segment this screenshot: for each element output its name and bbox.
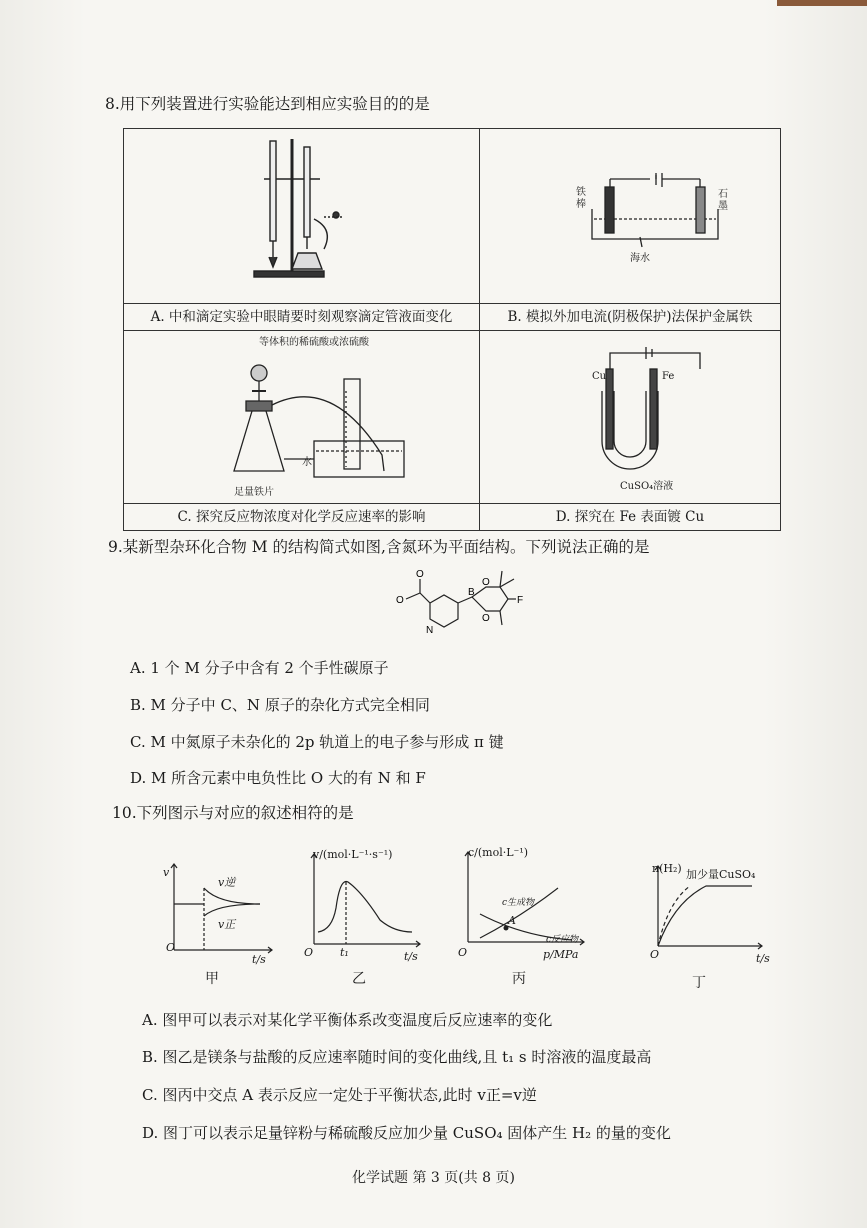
electroplating-apparatus-illustration <box>480 331 780 499</box>
q10-option-b: B. 图乙是镁条与盐酸的反应速率随时间的变化曲线,且 t₁ s 时溶液的温度最高 <box>142 1048 652 1066</box>
chart-yi-y-label: v/(mol·L⁻¹·s⁻¹) <box>313 848 393 861</box>
q9-option-b: B. M 分子中 C、N 原子的杂化方式完全相同 <box>130 696 430 714</box>
q8-figure-d <box>480 331 781 504</box>
q8-caption-d: D. 探究在 Fe 表面镀 Cu <box>480 504 781 531</box>
q8-caption-a: A. 中和滴定实验中眼睛要时刻观察滴定管液面变化 <box>124 304 480 331</box>
chart-bing-reactant-curve: c反应物 <box>546 935 579 945</box>
chart-jia-x-label: t/s <box>252 953 266 966</box>
chart-bing-y-label: c/(mol·L⁻¹) <box>468 846 529 859</box>
chart-bing-x-label: p/MPa <box>543 948 579 961</box>
chart-bing-name: 丙 <box>512 971 526 987</box>
q9-option-d: D. M 所含元素中电负性比 O 大的有 N 和 F <box>130 769 426 787</box>
atom-f: F <box>517 595 524 606</box>
atom-n: N <box>426 625 434 636</box>
label-seawater: 海水 <box>630 253 650 264</box>
q8-figure-a <box>124 129 480 304</box>
iron-protection-illustration <box>480 129 780 299</box>
chart-yi-t1-tick: t₁ <box>340 946 349 959</box>
q9-option-a: A. 1 个 M 分子中含有 2 个手性碳原子 <box>130 659 389 677</box>
q10-option-d: D. 图丁可以表示足量锌粉与稀硫酸反应加少量 CuSO₄ 固体产生 H₂ 的量的变化 <box>142 1124 671 1142</box>
chart-bing-product-curve: c生成物 <box>502 898 535 908</box>
page-corner-mark <box>777 0 867 6</box>
page-footer: 化学试题 第 3 页(共 8 页) <box>352 1170 515 1186</box>
chart-ding-x-label: t/s <box>756 952 770 965</box>
label-iron-pieces: 足量铁片 <box>234 487 274 498</box>
label-iron-rod: 铁棒 <box>576 187 586 210</box>
label-sulfuric-acid: 等体积的稀硫酸或浓硫酸 <box>259 337 369 348</box>
question-8-stem: 8.用下列装置进行实验能达到相应实验目的的是 <box>105 95 430 113</box>
chart-yi-name: 乙 <box>352 971 366 987</box>
q10-option-c: C. 图丙中交点 A 表示反应一定处于平衡状态,此时 v正=v逆 <box>142 1086 537 1104</box>
q8-figure-b <box>480 129 781 304</box>
atom-b: B <box>468 587 475 598</box>
chart-jia-y-label: v <box>163 866 170 879</box>
chart-ding-annotation: 加少量CuSO₄ <box>686 868 756 881</box>
label-cuso4-solution: CuSO₄溶液 <box>620 481 674 492</box>
chart-jia-v-reverse: v逆 <box>218 876 236 889</box>
chart-jia-origin: O <box>166 941 176 954</box>
chart-bing-point-a: A <box>508 914 516 927</box>
atom-o-ester: O <box>396 595 404 606</box>
atom-o-ring-upper: O <box>482 577 490 588</box>
label-water: 水 <box>302 457 312 468</box>
chart-ding-name: 丁 <box>692 975 706 991</box>
chart-yi-x-label: t/s <box>404 950 418 963</box>
atom-o-ring-lower: O <box>482 613 490 624</box>
reaction-rate-apparatus-illustration <box>124 331 479 499</box>
chart-ding-origin: O <box>650 948 660 961</box>
chart-ding-y-label: n(H₂) <box>652 862 682 875</box>
chart-jia-name: 甲 <box>205 971 219 987</box>
label-fe-electrode: Fe <box>662 371 675 382</box>
label-cu-electrode: Cu <box>592 371 607 382</box>
label-graphite: 石墨 <box>718 189 728 212</box>
atom-o-carbonyl: O <box>416 569 424 580</box>
q8-caption-c: C. 探究反应物浓度对化学反应速率的影响 <box>124 504 480 531</box>
chart-yi <box>308 848 428 960</box>
compound-m-structure <box>390 563 530 645</box>
q8-caption-b: B. 模拟外加电流(阴极保护)法保护金属铁 <box>480 304 781 331</box>
q9-option-c: C. M 中氮原子未杂化的 2p 轨道上的电子参与形成 π 键 <box>130 733 504 751</box>
q8-apparatus-table <box>123 128 781 531</box>
q8-figure-c <box>124 331 480 504</box>
chart-bing-origin: O <box>458 946 468 959</box>
titration-apparatus-illustration <box>124 129 479 299</box>
chart-jia-v-forward: v正 <box>218 918 236 931</box>
chart-yi-origin: O <box>304 946 314 959</box>
question-9-stem: 9.某新型杂环化合物 M 的结构简式如图,含氮环为平面结构。下列说法正确的是 <box>108 538 650 556</box>
question-10-stem: 10.下列图示与对应的叙述相符的是 <box>112 804 354 822</box>
q10-option-a: A. 图甲可以表示对某化学平衡体系改变温度后反应速率的变化 <box>142 1011 553 1029</box>
